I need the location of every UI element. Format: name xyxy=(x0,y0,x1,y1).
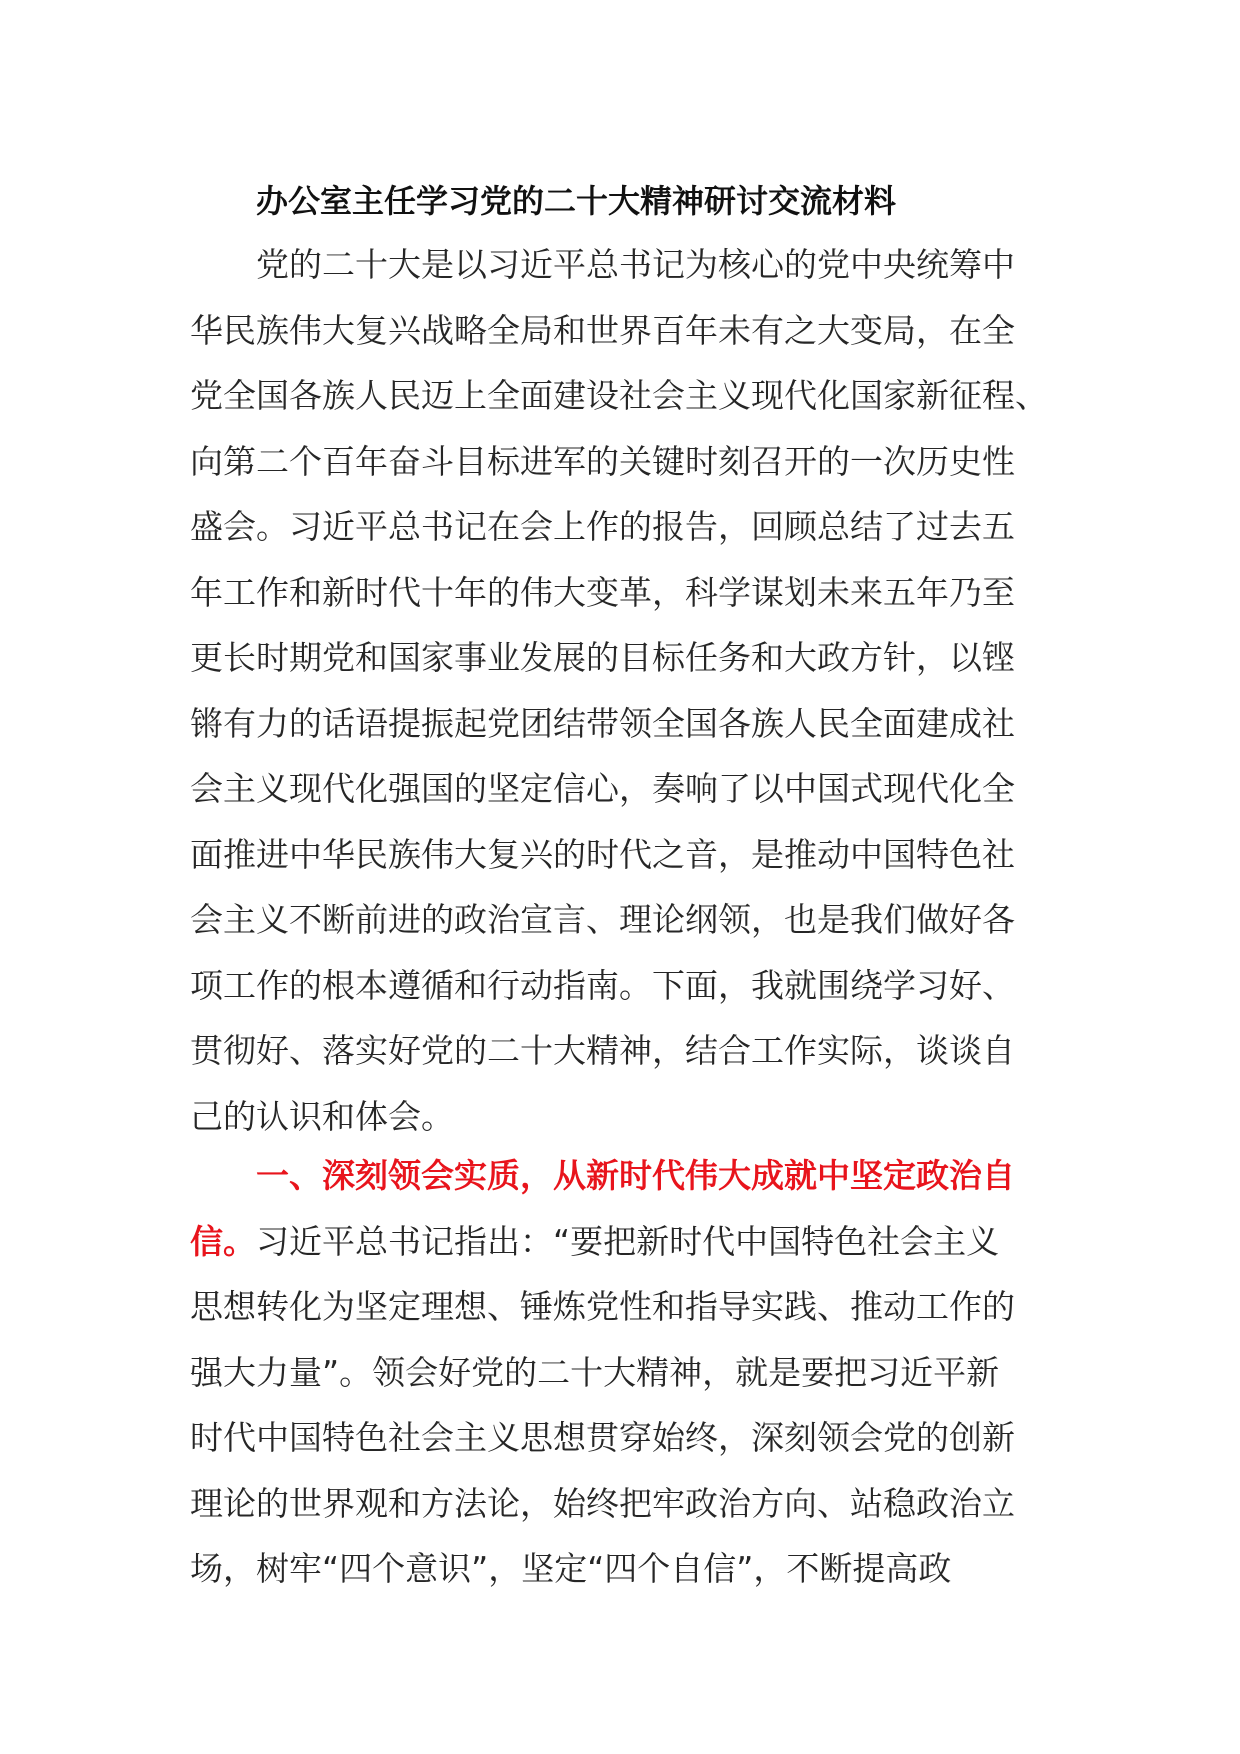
text-line: 华民族伟大复兴战略全局和世界百年未有之大变局，在全 xyxy=(190,310,1015,350)
text-line: 盛会。习近平总书记在会上作的报告，回顾总结了过去五 xyxy=(190,507,1015,546)
text-line: 己的认识和体会。 xyxy=(190,1096,454,1136)
text-line: 面推进中华民族伟大复兴的时代之音，是推动中国特色社 xyxy=(190,834,1015,874)
text-segment: 习近平总书记指出：“要把新时代中国特色社会主义 xyxy=(256,1221,1000,1261)
text-line: 贯彻好、落实好党的二十大精神，结合工作实际，谈谈自 xyxy=(190,1031,1015,1070)
text-line: 项工作的根本遵循和行动指南。下面，我就围绕学习好、 xyxy=(190,965,1015,1005)
section-heading: 一、深刻领会实质，从新时代伟大成就中坚定政治自 xyxy=(256,1156,1015,1195)
text-line: 思想转化为坚定理想、锤炼党性和指导实践、推动工作的 xyxy=(190,1287,1015,1326)
text-line: 党的二十大是以习近平总书记为核心的党中央统筹中 xyxy=(256,245,1015,284)
text-line: 年工作和新时代十年的伟大变革，科学谋划未来五年乃至 xyxy=(190,572,1015,612)
section-one xyxy=(190,1143,1030,1602)
text-line: 时代中国特色社会主义思想贯穿始终，深刻领会党的创新 xyxy=(190,1418,1015,1457)
text-line: 会主义不断前进的政治宣言、理论纲领，也是我们做好各 xyxy=(190,900,1015,939)
paragraph-intro xyxy=(190,232,1048,1149)
text-line: 会主义现代化强国的坚定信心，奏响了以中国式现代化全 xyxy=(190,769,1015,808)
text-line: 更长时期党和国家事业发展的目标任务和大政方针，以铿 xyxy=(190,638,1015,677)
section-heading-end: 信。 xyxy=(190,1221,256,1261)
text-line: 强大力量”。领会好党的二十大精神，就是要把习近平新 xyxy=(190,1352,1000,1392)
text-line: 场，树牢“四个意识”，坚定“四个自信”，不断提高政 xyxy=(190,1549,952,1588)
document-title: 办公室主任学习党的二十大精神研讨交流材料 xyxy=(256,182,897,220)
text-line: 党全国各族人民迈上全面建设社会主义现代化国家新征程、 xyxy=(190,376,1048,415)
text-line: 向第二个百年奋斗目标进军的关键时刻召开的一次历史性 xyxy=(190,441,1015,481)
text-line: 理论的世界观和方法论，始终把牢政治方向、站稳政治立 xyxy=(190,1483,1015,1523)
text-line xyxy=(190,1209,1030,1275)
text-line: 锵有力的话语提振起党团结带领全国各族人民全面建成社 xyxy=(190,703,1015,743)
